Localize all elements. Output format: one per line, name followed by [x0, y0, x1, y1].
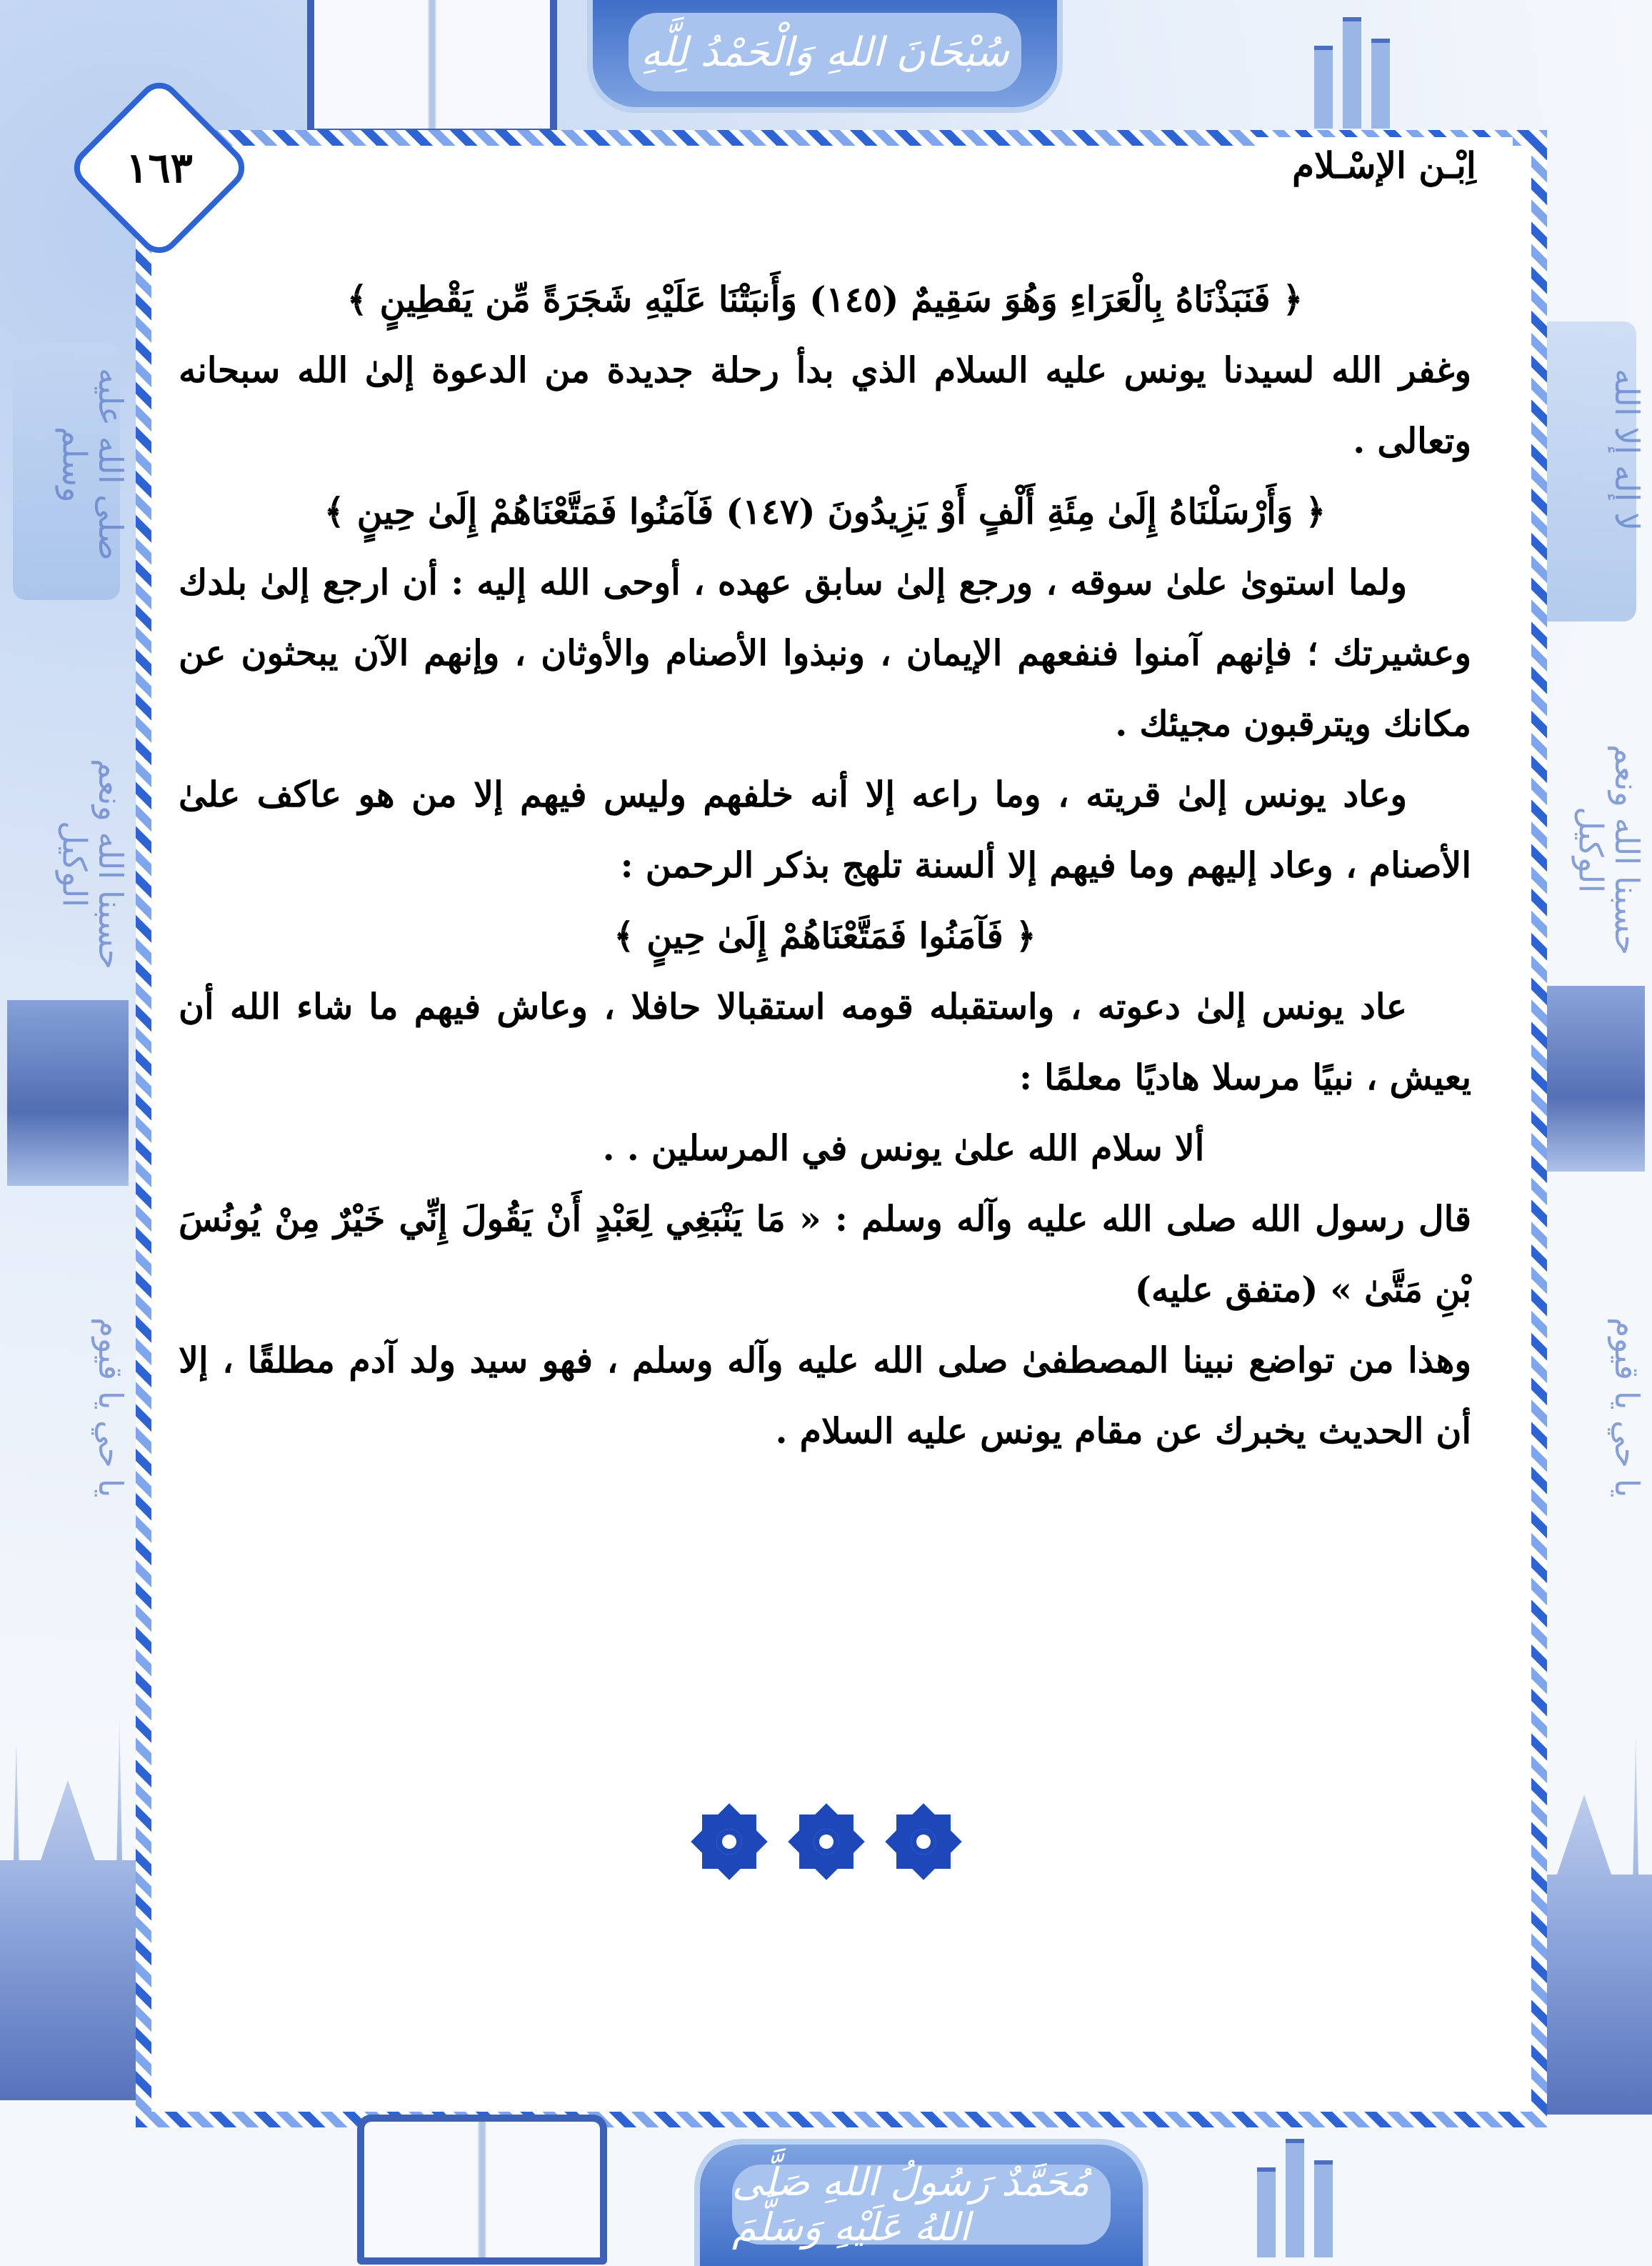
calligraphy-text: حسبنا الله ونعم الوكيل [55, 759, 130, 970]
bottom-banner-text: مُحَمَّدٌ رَسُولُ اللهِ صَلَّى اللهُ عَلَيْهِ وَسَلَّمَ [732, 2165, 1111, 2245]
paragraph: ولما استوىٰ علىٰ سوقه ، ورجع إلىٰ سابق عهده ، أوحى الله إليه : أن ارجع إلىٰ بلدك وعشيرتك ؛ فإنهم آمنوا فنفعهم الإيمان ، ونبذوا الأصنام والأوثان ، وإنهم الآن يبحثون عن مكانك ويترقبون مجيئك . [179, 561, 1471, 744]
paragraph: وعاد يونس إلىٰ قريته ، وما راعه إلا أنه خلفهم وليس فيهم إلا من هو عاكف علىٰ الأصنام ، وعاد إليهم وما فيهم إلا ألسنة تلهج بذكر الرحمن : [179, 774, 1471, 886]
candles-icon [1314, 7, 1393, 129]
candles-icon [1257, 2136, 1336, 2257]
page-number: ١٦٣ [126, 144, 193, 192]
hadith: قال رسول الله صلى الله عليه وآله وسلم : « مَا يَنْبَغِي لِعَبْدٍ أَنْ يَقُولَ إِنِّي خَيْرٌ مِنْ يُونُسَ بْنِ مَتَّىٰ » (متفق عليه) [179, 1198, 1471, 1310]
paragraph: وهذا من تواضع نبينا المصطفىٰ صلى الله عليه وآله وسلم ، فهو سيد ولد آدم مطلقًا ، إلا أن الحديث يخبرك عن مقام يونس عليه السلام . [179, 1339, 1471, 1452]
calligraphy-text: صلى الله عليه وسلم [55, 368, 130, 561]
section-end-ornaments [0, 1807, 1652, 1893]
page-content [179, 264, 1471, 1467]
mosque-image [0, 1700, 136, 2100]
paragraph: عاد يونس إلىٰ دعوته ، واستقبله قومه استقبالا حافلا ، وعاش فيهم ما شاء الله أن يعيش ، نبيًا مرسلا هاديًا معلمًا : [179, 986, 1471, 1098]
bottom-banner [700, 2145, 1143, 2266]
star-ornament-icon [695, 1807, 764, 1876]
paragraph: وغفر الله لسيدنا يونس عليه السلام الذي بدأ رحلة جديدة من الدعوة إلىٰ الله سبحانه وتعالى . [179, 349, 1471, 461]
star-ornament-icon [889, 1807, 958, 1876]
calligraphy-text: حسبنا الله ونعم الوكيل [1571, 744, 1646, 956]
quran-verse: ﴿ وَأَرْسَلْنَاهُ إِلَىٰ مِئَةِ أَلْفٍ أَوْ يَزِيدُونَ (١٤٧) فَآمَنُوا فَمَتَّعْنَاهُمْ إِلَىٰ حِينٍ ﴾ [324, 491, 1326, 532]
kaaba-image [7, 1000, 129, 1186]
poem-line: ألا سلام الله علىٰ يونس في المرسلين . . [602, 1127, 1205, 1169]
running-title: اِبْـن الإسْـلام [1256, 137, 1513, 194]
star-ornament-icon [792, 1807, 861, 1876]
open-book-icon [307, 0, 557, 136]
calligraphy-text: يا حي يا قيوم [91, 1317, 130, 1498]
calligraphy-text: يا حي يا قيوم [1608, 1317, 1646, 1498]
quran-verse: ﴿ فَنَبَذْنَاهُ بِالْعَرَاءِ وَهُوَ سَقِيمٌ (١٤٥) وَأَنبَتْنَا عَلَيْهِ شَجَرَةً مِّن يَقْطِينٍ ﴾ [346, 279, 1303, 320]
open-book-icon [357, 2115, 607, 2265]
quran-verse: ﴿ فَآمَنُوا فَمَتَّعْنَاهُمْ إِلَىٰ حِينٍ ﴾ [614, 915, 1036, 957]
top-banner [593, 0, 1057, 107]
calligraphy-text: لا إله إلا الله [1608, 369, 1646, 531]
top-banner-text: سُبْحَانَ اللهِ وَالْحَمْدُ لِلَّهِ [629, 13, 1021, 91]
